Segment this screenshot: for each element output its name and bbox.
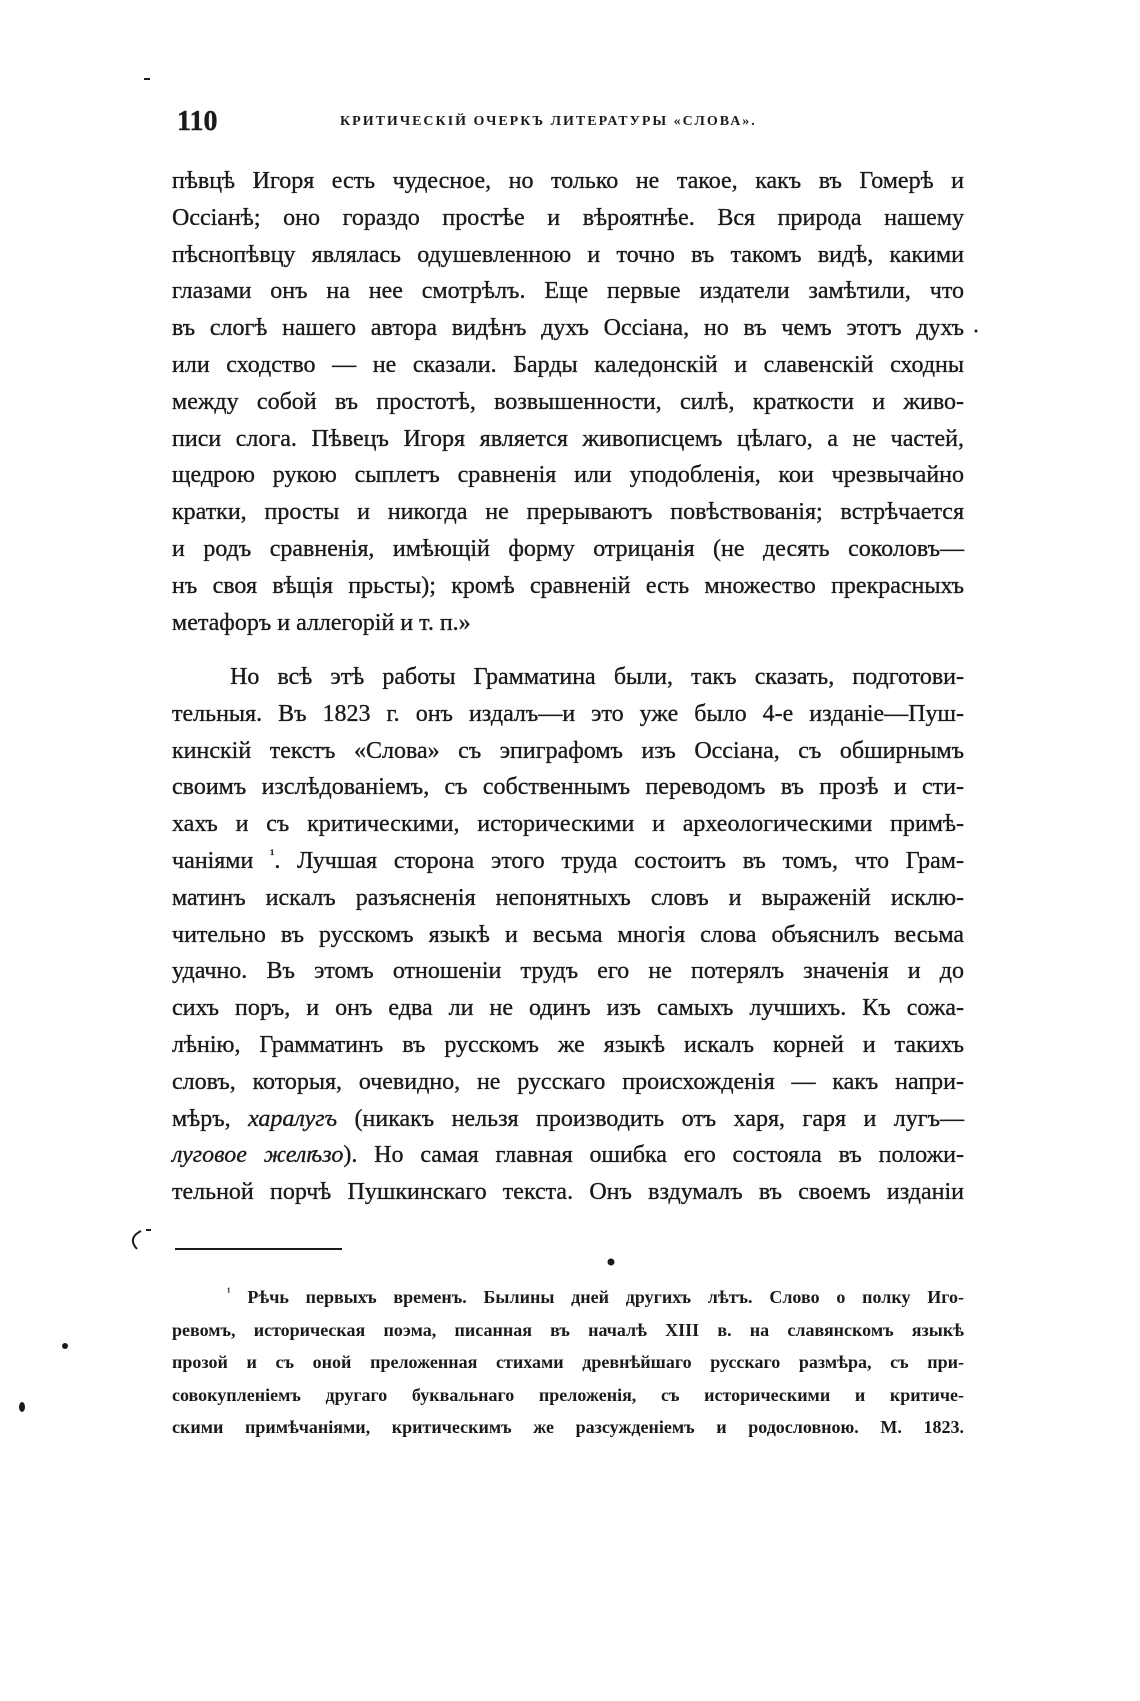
text-line: Но всѣ этѣ работы Грамматина были, такъ сказать, подготови- (230, 664, 964, 690)
text-segment: мѣръ, (172, 1105, 249, 1132)
text-segment: Рѣчь первыхъ временъ. Былины дней другихъ лѣтъ. Слово о полку Иго- (247, 1287, 965, 1307)
text-line: пѣвцѣ Игоря есть чудесное, но только не такое, какъ въ Гомерѣ и (172, 168, 964, 194)
italic-term: луговое желѣзо (172, 1142, 344, 1169)
text-line: удачно. Въ этомъ отношеніи трудъ его не потерялъ значенія и до (172, 958, 964, 985)
text-line: въ слогѣ нашего автора видѣнъ духъ Оссіана, но въ чемъ этотъ духъ (172, 315, 964, 342)
text-line: писи слога. Пѣвецъ Игоря является живописцемъ цѣлаго, а не частей, (172, 425, 964, 452)
text-segment: (никакъ нельзя производить отъ харя, гаря и лугъ— (337, 1105, 964, 1132)
text-line: кратки, просты и никогда не прерываютъ повѣствованія; встрѣчается (172, 499, 964, 526)
text-segment: . Лучшая сторона этого труда состоитъ въ томъ, что Грам- (274, 847, 964, 874)
footnote-line: прозой и съ оной преложенная стихами древнѣйшаго русскаго размѣра, съ при- (172, 1352, 964, 1372)
text-line: словъ, которыя, очевидно, не русскаго происхожденія — какъ напри- (172, 1068, 964, 1095)
paragraph (172, 163, 964, 641)
text-line: глазами онъ на нее смотрѣлъ. Еще первые издатели замѣтили, что (172, 278, 964, 305)
footnote-rule (175, 1248, 342, 1250)
text-line (172, 1101, 964, 1138)
text-line: матинъ искалъ разъясненія непонятныхъ словъ и выраженій исклю- (172, 884, 964, 911)
text-line (172, 843, 964, 880)
text-line: тельныя. Въ 1823 г. онъ издалъ—и это уже было 4-е изданіе—Пуш- (172, 700, 964, 727)
italic-term: харалугъ (248, 1105, 338, 1132)
scan-speck (608, 1259, 615, 1266)
text-line: пѣснопѣвцу являлась одушевленною и точно въ такомъ видѣ, какими (172, 241, 964, 268)
page-number: 110 (177, 106, 218, 137)
text-line: чительно въ русскомъ языкѣ и весьма многія слова объяснилъ весьма (172, 921, 964, 948)
text-line: лѣнію, Грамматинъ въ русскомъ же языкѣ искалъ корней и такихъ (172, 1031, 964, 1058)
text-segment: чаніями (172, 847, 271, 874)
footnote-reference: ¹ (270, 847, 275, 863)
footnote-line: скими примѣчаніями, критическимъ же разсужденіемъ и родословною. М. 1823. (172, 1417, 964, 1437)
text-line: или сходство — не сказали. Барды каледонскій и славенскій сходны (172, 351, 964, 378)
footnote-line: совокупленіемъ другаго буквальнаго преложенія, съ историческими и критиче- (172, 1384, 964, 1405)
text-line: тельной порчѣ Пушкинскаго текста. Онъ вздумалъ въ своемъ изданіи (172, 1179, 964, 1206)
scan-speck (133, 1231, 141, 1249)
text-line: кинскій текстъ «Слова» съ эпиграфомъ изъ Оссіана, съ обширнымъ (172, 737, 964, 764)
text-line: хахъ и съ критическими, историческими и археологическими примѣ- (172, 811, 964, 838)
text-line (172, 1137, 964, 1174)
scan-speck (62, 1343, 68, 1349)
footnote-marker: ¹ (227, 1285, 231, 1299)
text-line: метафоръ и аллегорій и т. п.» (172, 609, 471, 636)
text-line: щедрою рукою сыплетъ сравненія или уподобленія, кои чрезвычайно (172, 462, 964, 489)
footnote-line: ревомъ, историческая поэма, писанная въ началѣ XIII в. на славянскомъ языкѣ (172, 1319, 964, 1340)
text-line: нъ своя вѣщія прьсты); кромѣ сравненій есть множество прекрасныхъ (172, 572, 964, 599)
text-line: Оссіанѣ; оно гораздо простѣе и вѣроятнѣе. Вся природа нашему (172, 204, 964, 231)
footnote (172, 1281, 964, 1444)
text-line: между собой въ простотѣ, возвышенности, силѣ, краткости и живо- (172, 388, 964, 415)
running-title: КРИТИЧЕСКІЙ ОЧЕРКЪ ЛИТЕРАТУРЫ «СЛОВА». (340, 114, 757, 129)
scan-speck (975, 330, 978, 333)
text-line: своимъ изслѣдованіемъ, съ собственнымъ переводомъ въ прозѣ и сти- (172, 774, 964, 801)
scan-speck (19, 1402, 25, 1412)
text-line: и родъ сравненія, имѣющій форму отрицанія (не десять соколовъ— (172, 535, 964, 562)
paragraph (172, 659, 964, 1211)
footnote-line (172, 1281, 964, 1314)
text-line: сихъ поръ, и онъ едва ли не одинъ изъ самыхъ лучшихъ. Къ сожа- (172, 995, 964, 1022)
text-segment: ). Но самая главная ошибка его состояла въ положи- (343, 1142, 964, 1169)
